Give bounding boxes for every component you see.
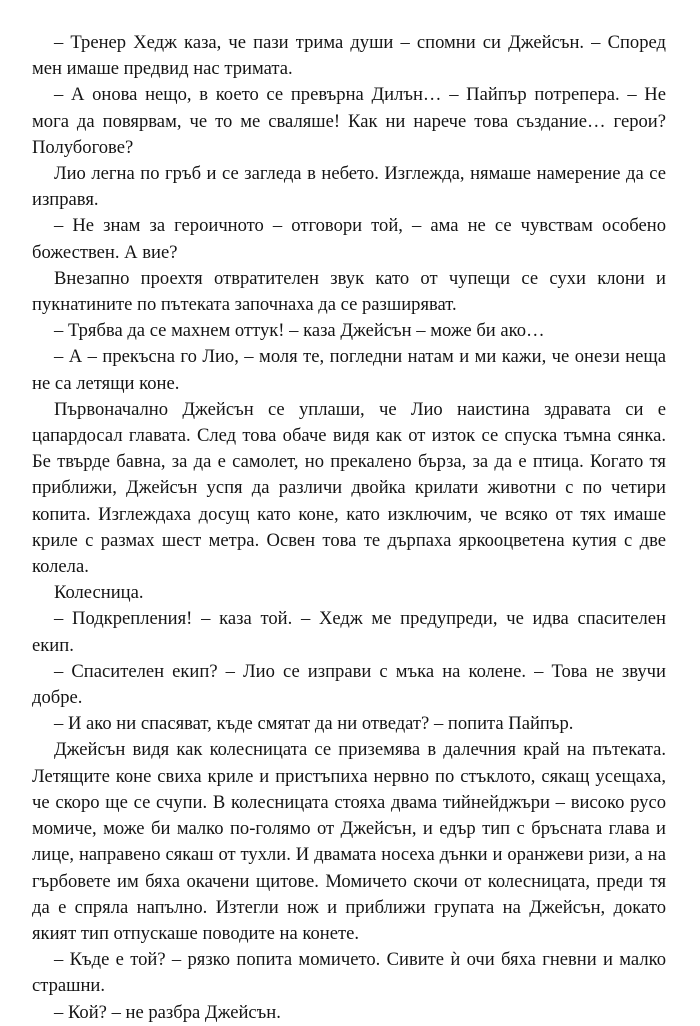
paragraph: Джейсън видя как колесницата се приземява в далечния край на пътеката. Летящите коне свиха криле и пристъпиха нервно по стъклото, сякащ усещаха, че скоро ще се счупи. В колесницата стояха двама тийнейджъри – високо русо момиче, може би малко по-голямо от Джейсън, и едър тип с бръсната глава и лице, направено сякаш от тухли. И двамата носеха дънки и оранжеви ризи, а на гърбовете им бяха окачени щитове. Момичето скочи от колесницата, преди тя да е спряла напълно. Изтегли нож и приближи групата на Джейсън, докато якият тип отпускаше поводите на конете. <box>32 739 666 944</box>
paragraph: – А онова нещо, в което се превърна Дилън… – Пайпър потрепера. – Не мога да повярвам, че то ме сваляше! Как ни нарече това създание… герои? Полубогове? <box>32 84 666 158</box>
paragraph: Колесница. <box>54 582 144 604</box>
paragraph: – И ако ни спасяват, къде смятат да ни отведат? – попита Пайпър. <box>54 713 574 735</box>
paragraph: – Не знам за героичното – отговори той, – ама не се чувствам особено божествен. А вие? <box>32 215 666 263</box>
paragraph: Внезапно проехтя отвратителен звук като от чупещи се сухи клони и пукнатините по пътеката започнаха да се разширяват. <box>32 267 666 316</box>
paragraph: – Спасителен екип? – Лио се изправи с мъка на колене. – Това не звучи добре. <box>32 660 666 709</box>
paragraph: – Подкрепления! – каза той. – Хедж ме предупреди, че идва спасителен екип. <box>32 608 666 656</box>
paragraph: – Трябва да се махнем оттук! – каза Джейсън – може би ако… <box>54 320 545 342</box>
paragraph: – А – прекъсна го Лио, – моля те, погледни натам и ми кажи, че онези неща не са летящи коне. <box>32 346 666 394</box>
paragraph: – Тренер Хедж каза, че пази трима души – спомни си Джейсън. – Според мен имаше предвид нас тримата. <box>32 32 666 80</box>
paragraph: – Кой? – не разбра Джейсън. <box>54 1001 281 1023</box>
paragraph: – Къде е той? – рязко попита момичето. Сивите ѝ очи бяха гневни и малко страшни. <box>32 949 666 997</box>
paragraph: Първоначално Джейсън се уплаши, че Лио наистина здравата си е цапардосал главата. След това обаче видя как от изток се спуска тъмна сянка. Бе твърде бавна, за да е самолет, но прекалено бърза, за да е птица. Когато тя приближи, Джейсън успя да различи двойка крилати животни с по четири копита. Изглеждаха досущ като коне, като изключим, че всяко от тях имаше криле с размах шест метра. Освен това те дърпаха яркооцветена кутия с две колела. <box>32 398 666 578</box>
paragraph: Лио легна по гръб и се загледа в небето. Изглежда, нямаше намерение да се изправя. <box>32 163 666 211</box>
